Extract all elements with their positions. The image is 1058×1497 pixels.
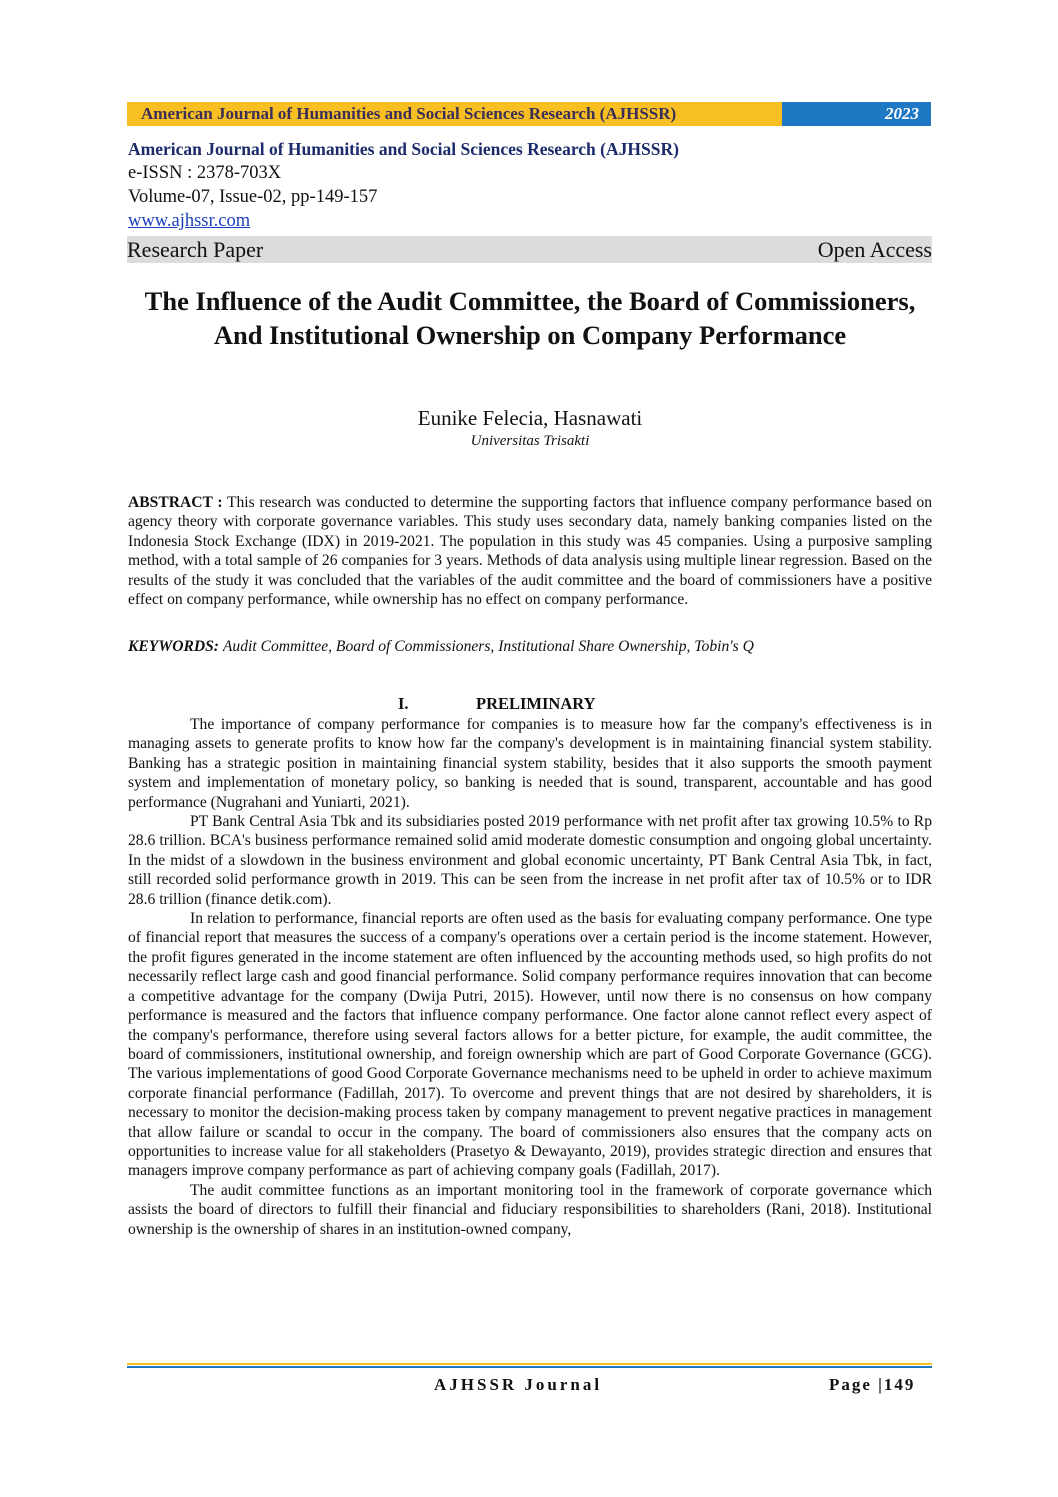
keywords-text: Audit Committee, Board of Commissioners, Institutional Share Ownership, Tobin's Q bbox=[222, 638, 754, 655]
footer-page-number: Page |149 bbox=[829, 1375, 916, 1394]
paper-authors: Eunike Felecia, Hasnawati bbox=[417, 406, 643, 430]
section-number: I. bbox=[398, 694, 409, 713]
meta-volume: Volume-07, Issue-02, pp-149-157 bbox=[128, 187, 378, 207]
abstract-label: ABSTRACT : bbox=[128, 494, 223, 511]
section-title: PRELIMINARY bbox=[476, 694, 596, 713]
meta-journal-name: American Journal of Humanities and Social Sciences Research (AJHSSR) bbox=[128, 139, 679, 159]
journal-meta bbox=[128, 137, 932, 233]
body-paragraph: The audit committee functions as an important monitoring tool in the framework of corporate governance which assists the board of directors to fulfill their financial and fiduciary responsibilities to shareholders (Rani, 2018). Institutional ownership is the ownership of shares in an institution-owned company, bbox=[128, 1181, 932, 1238]
author-affiliation: Universitas Trisakti bbox=[470, 433, 590, 449]
paper-title: The Influence of the Audit Committee, the Board of Commissioners, And Institutional Ownership on Company Performance bbox=[144, 286, 916, 350]
meta-issn: e-ISSN : 2378-703X bbox=[128, 163, 282, 183]
footer-blue-rule bbox=[127, 1366, 932, 1368]
open-access-label: Open Access bbox=[817, 237, 932, 262]
header-year: 2023 bbox=[885, 104, 919, 123]
keywords bbox=[128, 637, 932, 656]
paper-type-bar bbox=[127, 236, 932, 263]
footer-journal: AJHSSR Journal bbox=[434, 1375, 603, 1394]
abstract bbox=[128, 493, 932, 609]
header-journal-name: American Journal of Humanities and Social Sciences Research (AJHSSR) bbox=[141, 104, 677, 123]
body-paragraph: PT Bank Central Asia Tbk and its subsidiaries posted 2019 performance with net profit after tax growing 10.5% to Rp 28.6 trillion. BCA's business performance remained solid amid moderate domestic consumption and ongoing global uncertainty. In the midst of a slowdown in the business environment and global economic uncertainty, PT Bank Central Asia Tbk, in fact, still recorded solid performance growth in 2019. This can be seen from the increase in net profit after tax of 10.5% or to IDR 28.6 trillion (finance detik.com). bbox=[128, 813, 932, 908]
paper-type-label: Research Paper bbox=[127, 237, 264, 262]
keywords-label: KEYWORDS: bbox=[128, 638, 219, 655]
footer-gold-rule bbox=[127, 1363, 932, 1365]
journal-header-band bbox=[127, 102, 931, 126]
body-paragraph: The importance of company performance for companies is to measure how far the company's effectiveness is in managing assets to generate profits to know how far the company's development is in maintaining financial system stability. Banking has a strategic position in maintaining financial system stability, besides that it also supports the smooth payment system and implementation of monetary policy, so banking is needed that is sound, transparent, accountable and has good performance (Nugrahani and Yuniarti, 2021). bbox=[128, 716, 932, 811]
abstract-text: This research was conducted to determine the supporting factors that influence company performance based on agency theory with corporate governance variables. This study uses secondary data, namely banking companies listed on the Indonesia Stock Exchange (IDX) in 2019-2021. The population in this study was 45 companies. Using a purposive sampling method, with a total sample of 26 companies for 3 years. Methods of data analysis using multiple linear regression. Based on the results of the study it was concluded that the variables of the audit committee and the board of commissioners have a positive effect on company performance, while ownership has no effect on company performance. bbox=[128, 494, 932, 609]
body-paragraphs bbox=[128, 715, 932, 1239]
header-gold-bar bbox=[127, 102, 782, 126]
journal-website-link[interactable]: www.ajhssr.com bbox=[128, 211, 251, 231]
header-blue-bar bbox=[782, 102, 931, 126]
body-paragraph: In relation to performance, financial reports are often used as the basis for evaluating company performance. One type of financial report that measures the success of a company's operations over a certain period is the income statement. However, the profit figures generated in the income statement are often influenced by the accounting methods used, so high profits do not necessarily reflect large cash and good financial performance. Solid company performance requires innovation that can become a competitive advantage for the company (Dwija Putri, 2015). However, until now there is no consensus on how company performance is measured and the factors that influence company performance. One factor alone cannot reflect every aspect of the company's performance, therefore using several factors allows for a better picture, for example, the audit committee, the board of commissioners, institutional ownership, and foreign ownership which are part of Good Corporate Governance (GCG). The various implementations of good Good Corporate Governance mechanisms need to be upheld in order to achieve maximum corporate financial performance (Fadillah, 2017). To overcome and prevent things that are not desired by shareholders, it is necessary to monitor the decision-making process taken by company management to prevent negative practices in management that allow failure or scandal to occur in the company. The board of commissioners also ensures that the company acts on opportunities to increase value for all stakeholders (Prasetyo & Dewayanto, 2019), provides strategic direction and ensures that managers improve company performance as part of achieving company goals (Fadillah, 2017). bbox=[128, 910, 932, 1180]
